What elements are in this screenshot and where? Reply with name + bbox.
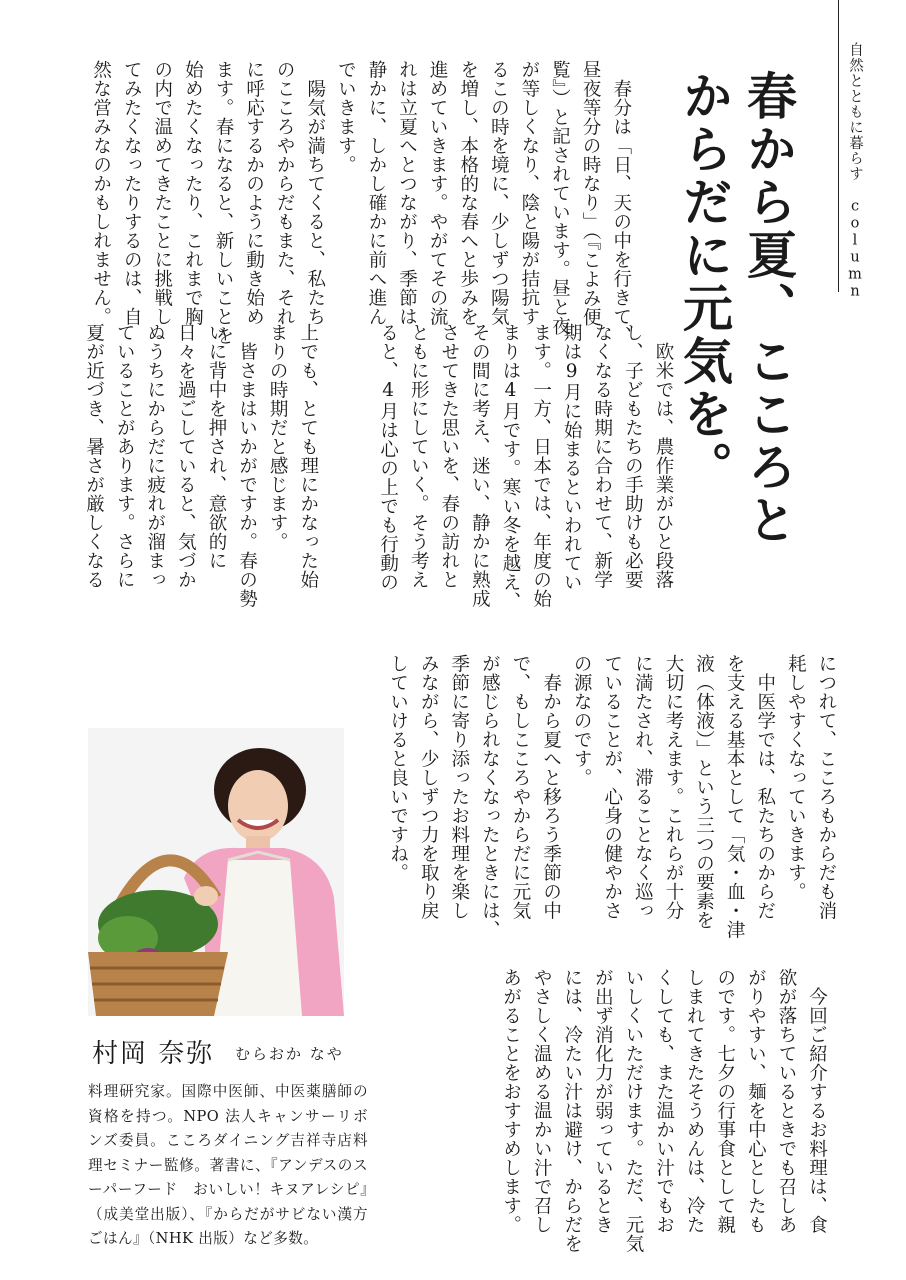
article-column: 欧米では、農作業がひと段落 し、子どもたちの手助けも必要 なくなる時期に合わせて、新学 期は9月に始まるといわれてい ます。一方、日本では、年度の始 まりは4月です。寒い冬を越え、 その間に考え、迷い、静かに熟成 させてきた思いを、春の訪れと ともに形にしていく。そう考え ると、4月は心の上でも行動の bbox=[377, 323, 674, 611]
article-column: 上でも、とても理にかなった始 まりの時期だと感じます。 皆さまはいかがですか。春の勢 いに背中を押され、意欲的に 日々を過ごしていると、気づか ぬうちにからだに疲れが溜まっ ていることがあります。さらに 夏が近づき、暑さが厳しくなる bbox=[83, 323, 319, 608]
author-name: 村岡 奈弥 bbox=[92, 1039, 215, 1069]
article-column: 春分は「日、天の中を行きて、 昼夜等分の時なり」（『こよみ便 覧』）と記されています。昼と夜 が等しくなり、陰と陽が拮抗す るこの時を境に、少しずつ陽気 を増し、本格的な春へと歩みを 進めていきます。やがてその流 れは立夏へとつながり、季節は 静かに、しかし確かに前へ進ん でいきます。 陽気が満ちてくると、私たち のこころやからだもまた、それ に呼応するかのように動き始め ます。春になると、新しいことを 始めたくなったり、これまで胸 の内で温めてきたことに挑戦し てみたくなったりするのは、自 然な営みなのかもしれません。 bbox=[90, 60, 632, 345]
section-label: 自然とともに暮らす column bbox=[847, 42, 863, 301]
author-portrait-illustration bbox=[88, 728, 344, 1016]
article-column: 今回ご紹介するお料理は、食 欲が落ちているときでも召しあ がりやすい、麺を中心としたも のです。七夕の行事食として親 しまれてきたそうめんは、冷た くしても、また温かい汁でもお いしくいただけます。ただ、元気 が出ず消化力が弱っているとき には、冷たい汁は避け、からだを やさしく温める温かい汁で召し あがることをおすすめします。 bbox=[500, 968, 828, 1253]
article-column: につれて、こころもからだも消 耗しやすくなっていきます。 中医学では、私たちのからだ を支える基本として「気・血・津 液（体液）」という三つの要素を 大切に考えます。これらが十分 に満たされ、滞ることなく巡っ ていることが、心身の健やかさ の源なのです。 春から夏へと移ろう季節の中 で、もしこころやからだに元気 が感じられなくなったときには、 季節に寄り添ったお料理を楽し みながら、少しずつ力を取り戻 していけると良いですね。 bbox=[387, 654, 837, 939]
author-photo bbox=[88, 728, 344, 1016]
article-title: 春から夏、こころと からだに元気を。 bbox=[675, 70, 798, 547]
header-rule bbox=[838, 0, 839, 292]
author-name-kana: むらおか なや bbox=[235, 1045, 344, 1063]
author-profile: 料理研究家。国際中医師、中医薬膳師の資格を持つ。NPO 法人キャンサーリボンズ委員。こころダイニング吉祥寺店料理セミナー監修。著書に、『アンデスのスーパーフード おいしい！キヌアレシピ』（成美堂出版）、『からだがサビない漢方ごはん』（NHK 出版）など多数。 bbox=[88, 1083, 368, 1247]
